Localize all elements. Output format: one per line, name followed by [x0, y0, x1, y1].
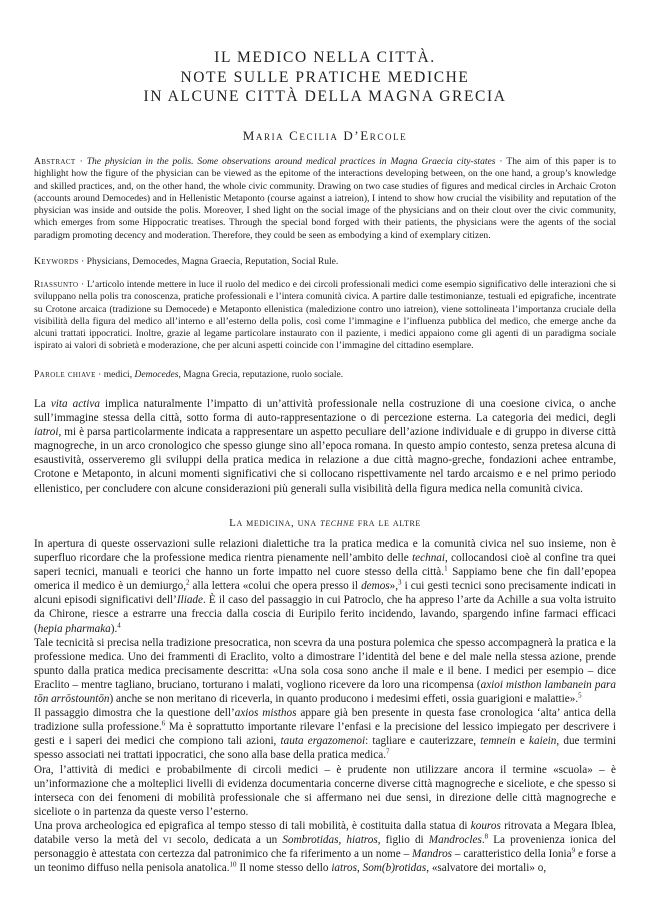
p5-italic: hiatros [346, 833, 378, 846]
body-paragraph-4: Ora, l’attività di medici e probabilmente di circoli medici – è prudente non utilizzare ancora il termine «scuola» – è un’informazione che a molteplici livelli di evidenza documentaria concerne diverse città magnogreche e siceliote, e che spesso si interseca con dei fenomeni di mobilità professionale che si affermano nei due sensi, in direzione delle città magnogreche e siceliote o in partenza da queste verso l’esterno. [34, 763, 616, 818]
section-heading [0, 517, 650, 529]
p5-italic: kouros [470, 819, 501, 832]
p1-text: ). [110, 622, 118, 635]
footnote-ref[interactable]: 6 [161, 719, 166, 728]
p5-text: , [357, 862, 363, 875]
heading-text-b: fra le altre [354, 517, 421, 529]
p2-italic: axioi misthon lambanein para tōn arrōstountōn [34, 678, 616, 706]
p5-text: . [481, 833, 485, 846]
p5-italic: Mandros [412, 848, 453, 861]
parole-text-b: , Magna Grecia, reputazione, ruolo sociale. [178, 369, 344, 380]
body-paragraph-5 [34, 819, 616, 875]
p5-italic: iatros [331, 862, 358, 875]
parole-chiave-section: Parole chiave · medici, Democedes, Magna Grecia, reputazione, ruolo sociale. [34, 369, 344, 380]
abstract-section: Abstract · The physician in the polis. Some observations around medical practices in Magna Graecia city-states · The aim of this paper is to highlight how the figure of the physician can be viewed as the epitome of the interactions developing between, on the one hand, a group’s knowledge and skilled practices, and, on the other hand, the whole civic community. Drawing on two case studies of figures and medical circles in Archaic Croton (accounts around Democedes) and in Hellenistic Metaponto (course against a iatreion), I intend to show how crucial the visibility and reputation of the physician was inside and outside the polis. Moreover, I shed light on the social image of the physicians and on their clout over the civic community, which emerges from some Hippocratic treatises. Through the special bond forged with their patients, the physicians were the agents of the social paradigm promoting decency and moderation. Therefore, they could be seen as embodying a kind of exemplary citizen. [34, 156, 617, 241]
body-paragraph-1 [34, 537, 616, 636]
p1-text: Sappiamo bene che fin dall’epopea omerica il medico è un demiurgo, [34, 566, 616, 593]
p5-text: , figlio di [377, 833, 429, 846]
p3-italic: kaiein [529, 735, 557, 748]
p1-text: In apertura di queste osservazioni sulle relazioni dialettiche tra la pratica medica e la comunità civica nel suo insieme, non è superfluo ricordare che la professione medica rientra pienamente nell’ambito delle [34, 538, 616, 565]
footnote-ref[interactable]: 3 [398, 578, 402, 587]
p5-text: – caratteristico della Ionia [452, 848, 572, 861]
footnote-ref[interactable]: 1 [444, 564, 448, 573]
riassunto-text: L’articolo intende mettere in luce il ruolo del medico e dei circoli professionali medici come esempio significativo delle interazioni che si sviluppano nella polis tra conoscenza, pratiche professionali e l’intera comunità civica. A partire dalle testimonianze, testuali ed epigrafiche, incentrate su Crotone arcaica (tradizione su Democede) e Metaponto ellenistica (maledizione contro uno iatreion), viene sottolineata l’importanza cruciale della visibilità della figura del medico all’interno e all’esterno della polis, così come l’immagine e l’influenza pubblica del medico, che emerge anche da alcuni trattati ippocratici. Inoltre, grazie al legame particolare instaurato con il paziente, i medici appaiono come gli agenti di un paradigma sociale ispirato ai valori di sobrietà e moderazione, che per alcuni aspetti coincide con l’immagine del cittadino esemplare. [34, 279, 616, 352]
keywords-label: Keywords [34, 256, 79, 267]
p1-text: . È il caso del passaggio in cui Patroclo, che ha appreso l’arte da Achille a sua volta istruito da Chirone, riesce a estrarre una freccia dalla coscia di Euripilo ferito incidendo, lavando, spargendo infine farmaci efficaci ( [34, 594, 616, 635]
p1-italic: technai [412, 552, 445, 565]
intro-text-3: , mi è parsa particolarmente indicata a rappresentare un aspetto peculiare dell’azione individuale e di gruppo in diverse città magnogreche, in un arco cronologico che spesso giunge sino all’epoca romana. In questo ampio contesto, senza pretesa alcuna di esaustività, osserveremo gli sviluppi della pratica medica in relazione a due città magno-greche, fondazioni achee entrambe, Crotone e Metaponto, in alcuni momenti significativi che si collocano rispettivamente nel tardo arcaismo e e nel primo periodo ellenistico, per concludere con alcune considerazioni più generali sulla visibilità della figura medica nella comunità civica. [34, 426, 616, 495]
body-paragraph-2 [34, 636, 616, 706]
footnote-ref[interactable]: 4 [117, 620, 121, 629]
p3-text: : tagliare e cauterizzare, [365, 735, 481, 748]
p3-italic: tauta ergazomenoi [280, 735, 366, 748]
p5-italic: Sombrotidas [282, 833, 339, 846]
p1-italic: Iliade [176, 594, 203, 607]
heading-text-a: La medicina, una [229, 517, 321, 529]
p3-text: e [515, 735, 530, 748]
title-line-1: IL MEDICO NELLA CITTÀ. [214, 49, 436, 66]
riassunto-label: Riassunto [34, 279, 79, 290]
p1-text: i cui gesti tecnici sono precisamente indicati in alcuni episodi significativi dell’ [34, 580, 616, 607]
footnote-ref[interactable]: 7 [385, 747, 390, 756]
abstract-heading: The physician in the polis. Some observations around medical practices in Magna Graecia city-states [86, 156, 496, 167]
section-body [34, 537, 616, 875]
p1-text: alla lettera «colui che opera presso il [189, 580, 362, 593]
intro-italic-1: vita activa [50, 398, 100, 410]
footnote-ref[interactable]: 8 [484, 832, 489, 841]
footnote-ref[interactable]: 9 [571, 846, 576, 855]
parole-label: Parole chiave [34, 369, 96, 380]
article-title [0, 48, 650, 107]
abstract-label: Abstract [34, 156, 76, 167]
p1-text: , collocandosi cioè al confine tra quei saperi tecnici, manuali e teorici che hanno un forte impatto nel cuore stesso della città. [34, 552, 616, 579]
p5-text: ritrovata a Megara Iblea, databile verso la metà del [34, 819, 616, 846]
p5-text: e forse a un teonimo diffuso nella penisola anatolica. [34, 848, 616, 875]
intro-text-1: La [34, 398, 51, 410]
riassunto-section: Riassunto · L’articolo intende mettere in luce il ruolo del medico e dei circoli professionali medici come esempio significativo delle interazioni che si sviluppano nella polis tra conoscenza, pratiche professionali e l’intera comunità civica. A partire dalle testimonianze, testuali ed epigrafiche, incentrate su Crotone arcaica (tradizione su Democede) e Metaponto ellenistica (maledizione contro uno iatreion), viene sottolineata l’importanza cruciale della visibilità della figura del medico all’interno e all’esterno della polis, così come l’immagine e l’influenza pubblica del medico, che emerge anche da alcuni trattati ippocratici. Inoltre, grazie al legame particolare instaurato con il paziente, i medici appaiono come gli agenti di un paradigma sociale ispirato ai valori di sobrietà e moderazione, che per alcuni aspetti coincide con l’immagine del cittadino esemplare. [34, 279, 616, 352]
body-paragraph-3 [34, 706, 616, 762]
p5-text: , «salvatore dei mortali» o, [426, 862, 547, 875]
p3-text: appare già ben presente in questa fase cronologica ‘alta’ antica della tradizione sulla professione. [34, 707, 616, 734]
p1-italic: demos [361, 580, 390, 593]
p5-italic: Mandrocles [428, 833, 482, 846]
p5-text: , [338, 833, 347, 846]
p3-text: Il passaggio dimostra che la questione dell’ [34, 707, 235, 720]
p1-text: », [389, 580, 399, 593]
p3-text: , due termini spesso associati nei trattati ippocratici, che sono alla base della pratica medica. [34, 735, 617, 762]
p3-text: Ma è soprattutto importante rilevare l’enfasi e la precisione del lessico impiegato per descrivere i gesti e i saperi dei medici che compiono tali azioni, [34, 721, 616, 748]
footnote-ref[interactable]: 10 [229, 860, 237, 869]
p2-text: Tale tecnicità si precisa nella tradizione presocratica, non scevra da una postura polemica che spesso accompagnerà la pratica e la professione medica. Uno dei frammenti di Eraclito, volto a dimostrare l’identità del bene e del male nella stessa azione, prende spunto dalla pratica medica precisamente descritta: «Una sola cosa sono anche il male e il bene. I medici per esempio – dice Eraclito – mentre tagliano, bruciano, torturano i malati, vogliono ricevere da loro una ricompensa ( [34, 636, 616, 691]
p5-text: La provenienza ionica del personaggio è attestata con certezza dal patronimico che fa riferimento a un nome – [34, 833, 617, 861]
title-line-3: IN ALCUNE CITTÀ DELLA MAGNA GRECIA [143, 88, 507, 105]
keywords-text: Physicians, Democedes, Magna Graecia, Reputation, Social Rule. [86, 256, 339, 267]
p3-italic: axios misthos [234, 707, 297, 720]
parole-text-a: medici, [103, 369, 135, 380]
p3-italic: temnein [480, 735, 516, 748]
parole-italic: Democedes [134, 369, 179, 380]
intro-text-2: implica naturalmente l’impatto di un’attività professionale nella costruzione di una coesione civica, o anche sull’immagine stessa della città, sotto forma di auto-rappresentazione o di percezione esterna. La categoria dei medici, degli [34, 398, 616, 425]
p5-smallcaps: vi [162, 833, 172, 846]
abstract-text: The aim of this paper is to highlight how the figure of the physician can be viewed as the epitome of the interactions developing between, on the one hand, a group’s knowledge and skilled practices, and, on the other hand, the whole civic community. Drawing on two case studies of figures and medical circles in Archaic Croton (accounts around Democedes) and in Hellenistic Metaponto (course against a iatreion), I intend to show how crucial the visibility and reputation of the physician was inside and outside the polis. Moreover, I shed light on the social image of the physicians and on their clout over the civic community, which emerges from some Hippocratic treatises. Through the special bond forged with their patients, the physicians were the agents of the social paradigm promoting decency and moderation. Therefore, they could be seen as embodying a kind of exemplary citizen. [34, 156, 617, 241]
author-name: Maria Cecilia D’Ercole [242, 128, 408, 143]
title-line-2: NOTE SULLE PRATICHE MEDICHE [180, 68, 470, 86]
footnote-ref[interactable]: 5 [578, 691, 582, 700]
heading-italic: techne [320, 517, 355, 529]
p5-text: secolo, dedicata a un [171, 833, 283, 846]
p1-italic: hepia pharmaka [37, 622, 111, 635]
p5-text: Il nome stesso dello [236, 862, 332, 875]
intro-italic-2: iatroi [34, 426, 59, 439]
p2-text: ) anche se non meritano di riceverla, in quanto producono i medesimi effeti, ossia guarigioni e malattie». [109, 693, 579, 706]
intro-paragraph [34, 397, 616, 496]
p5-text: Una prova archeologica ed epigrafica al tempo stesso di tali mobilità, è costituita dalla statua di [34, 819, 471, 832]
p5-italic: Som(b)rotidas [362, 862, 427, 875]
footnote-ref[interactable]: 2 [186, 578, 190, 587]
keywords-section: Keywords · Physicians, Democedes, Magna Graecia, Reputation, Social Rule. [34, 256, 339, 267]
